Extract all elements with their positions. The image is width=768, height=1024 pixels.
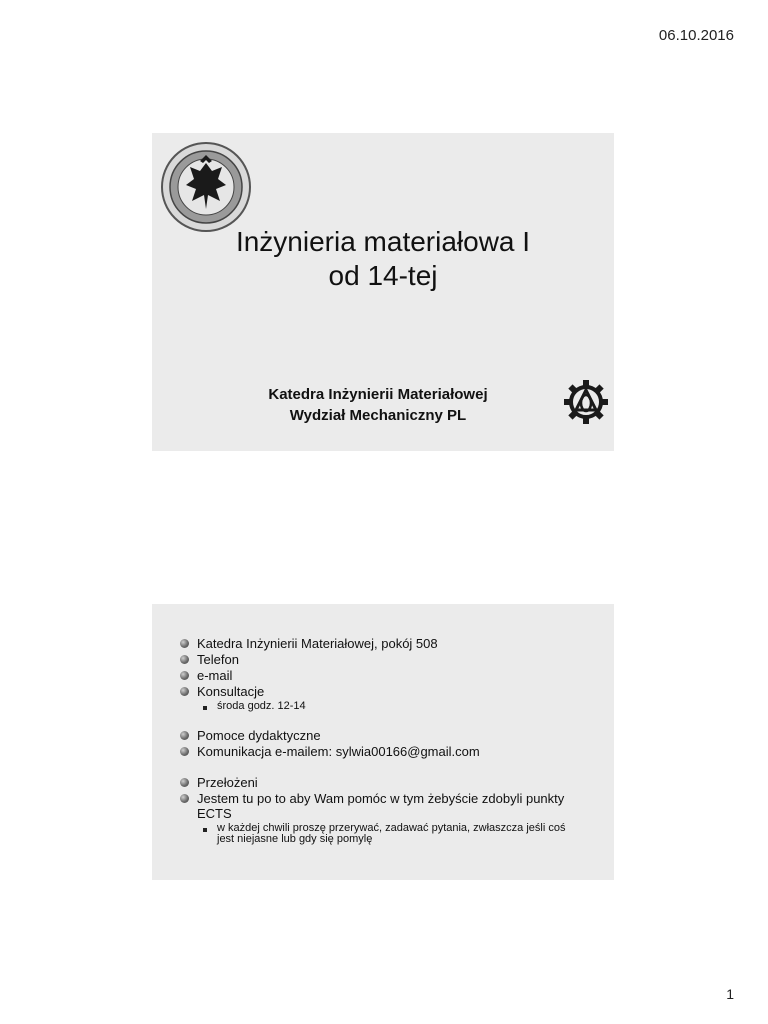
slide-title xyxy=(152,225,614,293)
bullet-icon xyxy=(180,794,189,803)
list-item: Komunikacja e-mailem: sylwia00166@gmail.com xyxy=(180,744,580,759)
sub-list-item: w każdej chwili proszę przerywać, zadawać pytania, zwłaszcza jeśli coś jest niejasne lub gdy się pomylę xyxy=(197,823,580,845)
sub-list-item: środa godz. 12-14 xyxy=(197,701,580,712)
page-number: 1 xyxy=(726,986,734,1002)
list-item: Konsultacje środa godz. 12-14 xyxy=(180,684,580,712)
bullet-icon xyxy=(180,639,189,648)
bullet-icon xyxy=(180,671,189,680)
square-bullet-icon xyxy=(203,828,207,832)
bullet-icon xyxy=(180,687,189,696)
list-item: Jestem tu po to aby Wam pomóc w tym żebyście zdobyli punkty ECTS w każdej chwili proszę przerywać, zadawać pytania, zwłaszcza jeśli coś jest niejasne lub gdy się pomylę xyxy=(180,791,580,845)
title-line-1: Inżynieria materiałowa I xyxy=(235,226,531,257)
university-seal-icon xyxy=(160,141,252,233)
list-item: Katedra Inżynierii Materiałowej, pokój 508 xyxy=(180,636,580,651)
list-item: Przełożeni xyxy=(180,775,580,790)
title-slide xyxy=(152,133,614,451)
sub-list xyxy=(197,823,580,845)
info-slide xyxy=(152,604,614,880)
bullet-icon xyxy=(180,778,189,787)
title-line-2: od 14-tej xyxy=(328,260,438,291)
bullet-icon xyxy=(180,731,189,740)
department-block xyxy=(208,384,548,426)
list-item: e-mail xyxy=(180,668,580,683)
square-bullet-icon xyxy=(203,706,207,710)
sub-list xyxy=(197,701,580,712)
faculty-name: Wydział Mechaniczny PL xyxy=(289,407,467,424)
info-list xyxy=(180,636,580,846)
header-date: 06.10.2016 xyxy=(658,27,734,44)
list-item: Telefon xyxy=(180,652,580,667)
bullet-icon xyxy=(180,747,189,756)
department-name: Katedra Inżynierii Materiałowej xyxy=(268,386,488,403)
faculty-gear-logo-icon xyxy=(562,378,610,426)
list-item: Pomoce dydaktyczne xyxy=(180,728,580,743)
bullet-icon xyxy=(180,655,189,664)
